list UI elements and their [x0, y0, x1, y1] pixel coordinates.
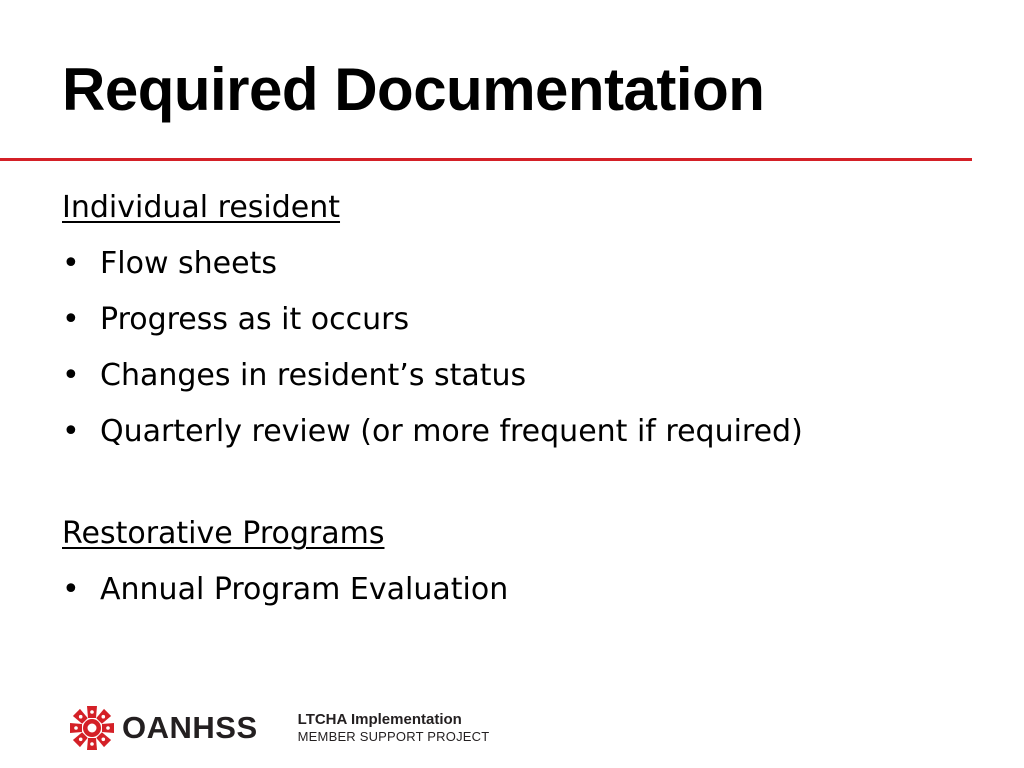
bullet-item [62, 292, 982, 348]
bullet-icon: • [62, 246, 80, 281]
section-spacer [62, 460, 982, 506]
bullet-icon: • [62, 414, 80, 449]
bullet-list-individual-resident [62, 236, 982, 460]
bullet-text: Progress as it occurs [100, 302, 410, 337]
bullet-icon: • [62, 358, 80, 393]
footer-branding [68, 704, 489, 752]
bullet-list-restorative-programs [62, 562, 982, 618]
project-subtitle: MEMBER SUPPORT PROJECT [297, 729, 490, 744]
project-title: LTCHA Implementation [297, 711, 462, 728]
project-label [298, 711, 490, 745]
bullet-item [62, 348, 982, 404]
bullet-item [62, 404, 982, 460]
bullet-text: Flow sheets [100, 246, 277, 281]
bullet-text: Quarterly review (or more frequent if required) [100, 414, 803, 449]
bullet-text: Annual Program Evaluation [100, 572, 509, 607]
oanhss-logo-text: OANHSS [122, 710, 258, 745]
bullet-icon: • [62, 572, 80, 607]
bullet-text: Changes in resident’s status [100, 358, 527, 393]
section-heading-individual-resident: Individual resident [62, 190, 341, 225]
bullet-icon: • [62, 302, 80, 337]
section-heading-restorative-programs: Restorative Programs [62, 516, 385, 551]
slide-body [62, 180, 982, 618]
slide-title: Required Documentation [62, 56, 765, 123]
bullet-item [62, 562, 982, 618]
title-divider [0, 158, 972, 161]
oanhss-star-icon [68, 704, 116, 752]
bullet-item [62, 236, 982, 292]
